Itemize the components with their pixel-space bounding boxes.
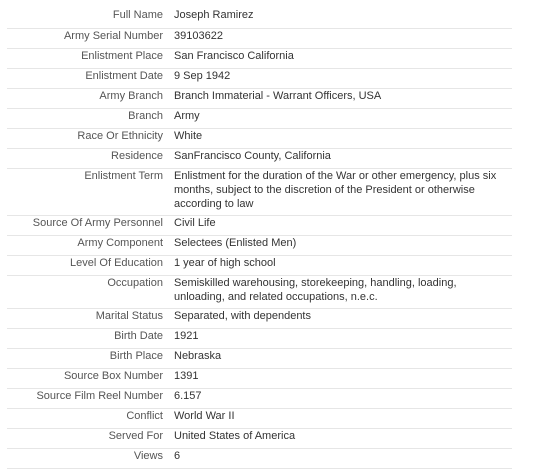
- field-value: 6.157: [174, 388, 512, 408]
- field-value: Enlistment for the duration of the War or other emergency, plus six months, subject to the discretion of the President or otherwise according to law: [174, 168, 512, 215]
- field-row-army-branch: [7, 88, 512, 108]
- field-row-source-box-number: [7, 368, 512, 388]
- field-row-branch: [7, 108, 512, 128]
- field-label: Marital Status: [7, 308, 174, 328]
- field-row-birth-place: [7, 348, 512, 368]
- field-value: White: [174, 128, 512, 148]
- field-value: 1391: [174, 368, 512, 388]
- field-row-served-for: [7, 428, 512, 448]
- field-label: Residence: [7, 148, 174, 168]
- field-value: 1 year of high school: [174, 255, 512, 275]
- field-label: Served For: [7, 428, 174, 448]
- field-label: Source Film Reel Number: [7, 388, 174, 408]
- field-label: Level Of Education: [7, 255, 174, 275]
- field-value: Nebraska: [174, 348, 512, 368]
- field-value: Semiskilled warehousing, storekeeping, handling, loading, unloading, and related occupations, n.e.c.: [174, 275, 512, 308]
- field-value: 9 Sep 1942: [174, 68, 512, 88]
- field-row-army-serial-number: [7, 28, 512, 48]
- field-value: Branch Immaterial - Warrant Officers, USA: [174, 88, 512, 108]
- field-label: Source Box Number: [7, 368, 174, 388]
- field-row-race-or-ethnicity: [7, 128, 512, 148]
- field-row-level-of-education: [7, 255, 512, 275]
- field-value: 39103622: [174, 28, 512, 48]
- field-label: Views: [7, 448, 174, 468]
- field-label: Source Of Army Personnel: [7, 215, 174, 235]
- field-row-conflict: [7, 408, 512, 428]
- field-label: Birth Place: [7, 348, 174, 368]
- field-value: SanFrancisco County, California: [174, 148, 512, 168]
- record-details-table: [7, 8, 512, 469]
- field-row-enlistment-date: [7, 68, 512, 88]
- field-value: Army: [174, 108, 512, 128]
- field-label: Army Component: [7, 235, 174, 255]
- field-value: Joseph Ramirez: [174, 8, 512, 28]
- field-value: World War II: [174, 408, 512, 428]
- field-label: Branch: [7, 108, 174, 128]
- field-row-views: [7, 448, 512, 468]
- field-row-occupation: [7, 275, 512, 308]
- field-label: Army Serial Number: [7, 28, 174, 48]
- field-row-enlistment-place: [7, 48, 512, 68]
- field-row-residence: [7, 148, 512, 168]
- field-row-source-film-reel-number: [7, 388, 512, 408]
- field-value: 1921: [174, 328, 512, 348]
- field-row-full-name: [7, 8, 512, 28]
- field-label: Birth Date: [7, 328, 174, 348]
- field-label: Enlistment Term: [7, 168, 174, 215]
- field-label: Army Branch: [7, 88, 174, 108]
- field-row-birth-date: [7, 328, 512, 348]
- field-value: United States of America: [174, 428, 512, 448]
- field-value: Separated, with dependents: [174, 308, 512, 328]
- record-fields: [7, 8, 512, 468]
- field-label: Race Or Ethnicity: [7, 128, 174, 148]
- field-label: Enlistment Place: [7, 48, 174, 68]
- field-value: San Francisco California: [174, 48, 512, 68]
- field-row-army-component: [7, 235, 512, 255]
- field-value: Selectees (Enlisted Men): [174, 235, 512, 255]
- field-value: Civil Life: [174, 215, 512, 235]
- field-row-enlistment-term: [7, 168, 512, 215]
- field-row-marital-status: [7, 308, 512, 328]
- field-label: Conflict: [7, 408, 174, 428]
- field-label: Full Name: [7, 8, 174, 28]
- field-value: 6: [174, 448, 512, 468]
- field-label: Occupation: [7, 275, 174, 308]
- field-label: Enlistment Date: [7, 68, 174, 88]
- field-row-source-of-army-personnel: [7, 215, 512, 235]
